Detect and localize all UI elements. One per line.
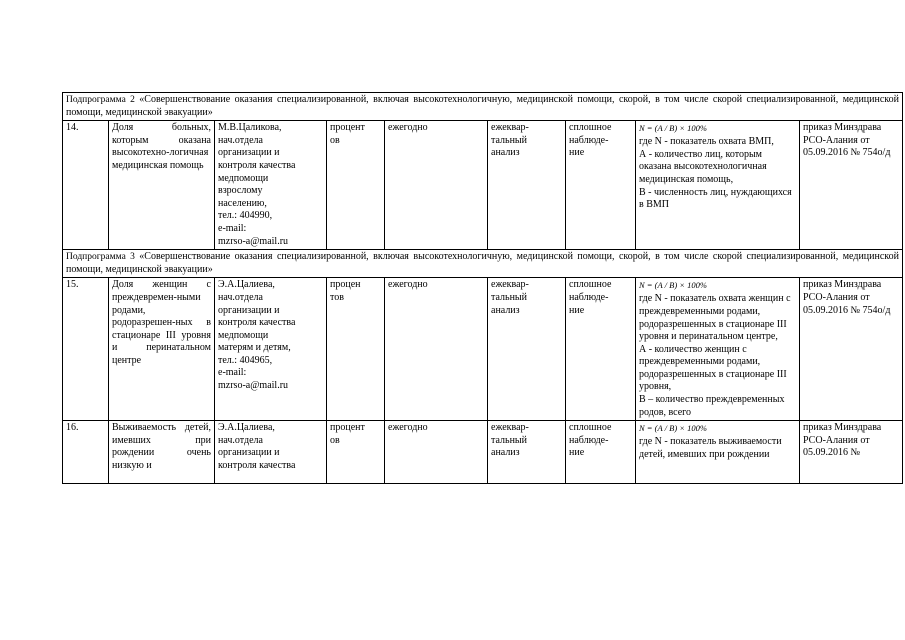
row-14-responsible: М.В.Цаликова, нач.отдела организации и контроля качества медпомощи взрослому населению, тел.: 404990, e-mail: mzrso-a@mail.ru <box>215 121 327 250</box>
row-15-indicator: Доля женщин с преждевремен-ными родами, родоразрешен-ных в стационаре III уровня и перинатальном центре <box>109 278 215 421</box>
subprogram-3-heading <box>63 250 903 278</box>
row-16-unit: процент ов <box>327 421 385 484</box>
subprogram-2-prefix: Подпрограмма 2 <box>66 95 140 105</box>
row-15-description: где N - показатель охвата женщин с преждевременными родами, родоразрешенных в стационаре III уровня и перинатальном центре, А - количество женщин с преждевременными родами, родоразрешенных в стационаре III уровня, В – количество преждевременных родов, всего <box>639 293 791 418</box>
subprogram-2-row <box>63 93 903 121</box>
row-15-unit: процен тов <box>327 278 385 421</box>
row-15-responsible: Э.А.Цалиева, нач.отдела организации и контроля качества медпомощи матерям и детям, тел.: 404965, e-mail: mzrso-a@mail.ru <box>215 278 327 421</box>
row-14-indicator: Доля больных, которым оказана высокотехно-логичная медицинская помощь <box>109 121 215 250</box>
row-16-period: ежегодно <box>385 421 488 484</box>
row-14-period: ежегодно <box>385 121 488 250</box>
row-16-reporting: ежеквар- тальный анализ <box>488 421 566 484</box>
subprogram-2-heading <box>63 93 903 121</box>
indicators-table <box>62 92 903 484</box>
row-16-description: где N - показатель выживаемости детей, имевших при рождении <box>639 436 782 460</box>
row-16-responsible: Э.А.Цалиева, нач.отдела организации и контроля качества <box>215 421 327 484</box>
row-15-formula-cell <box>636 278 800 421</box>
row-14-document: приказ Минздрава РСО-Алания от 05.09.2016 № 754о/д <box>800 121 903 250</box>
row-15-method: сплошное наблюде- ние <box>566 278 636 421</box>
subprogram-2-title: «Совершенствование оказания специализированной, включая высокотехнологичную, медицинской помощи, скорой, в том числе скорой специализированной, медицинской помощи, медицинской эвакуации» <box>66 94 899 118</box>
row-14-formula: N = (A / B) × 100% <box>639 123 707 134</box>
row-15-formula: N = (A / B) × 100% <box>639 280 707 291</box>
row-16-formula-cell <box>636 421 800 484</box>
row-14-formula-cell <box>636 121 800 250</box>
table-row <box>63 278 903 421</box>
row-14-method: сплошное наблюде- ние <box>566 121 636 250</box>
table-row <box>63 121 903 250</box>
row-14-number: 14. <box>63 121 109 250</box>
row-16-document: приказ Минздрава РСО-Алания от 05.09.2016 № <box>800 421 903 484</box>
row-14-unit: процент ов <box>327 121 385 250</box>
row-15-period: ежегодно <box>385 278 488 421</box>
row-14-description: где N - показатель охвата ВМП, А - количество лиц, которым оказана высокотехнологичная медицинская помощь, В - численность лиц, нуждающихся в ВМП <box>639 136 792 211</box>
row-15-reporting: ежеквар- тальный анализ <box>488 278 566 421</box>
row-15-number: 15. <box>63 278 109 421</box>
row-15-document: приказ Минздрава РСО-Алания от 05.09.2016 № 754о/д <box>800 278 903 421</box>
row-16-formula: N = (A / B) × 100% <box>639 423 707 434</box>
row-16-number: 16. <box>63 421 109 484</box>
row-14-reporting: ежеквар- тальный анализ <box>488 121 566 250</box>
row-16-indicator: Выживаемость детей, имевших при рождении очень низкую и <box>109 421 215 484</box>
subprogram-3-prefix: Подпрограмма 3 <box>66 252 140 263</box>
subprogram-3-title: «Совершенствование оказания специализированной, включая высокотехнологичную, медицинской помощи, скорой, в том числе скорой специализированной, медицинской помощи, медицинской эвакуации» <box>66 251 899 275</box>
subprogram-3-row <box>63 250 903 278</box>
table-row <box>63 421 903 484</box>
row-16-method: сплошное наблюде- ние <box>566 421 636 484</box>
